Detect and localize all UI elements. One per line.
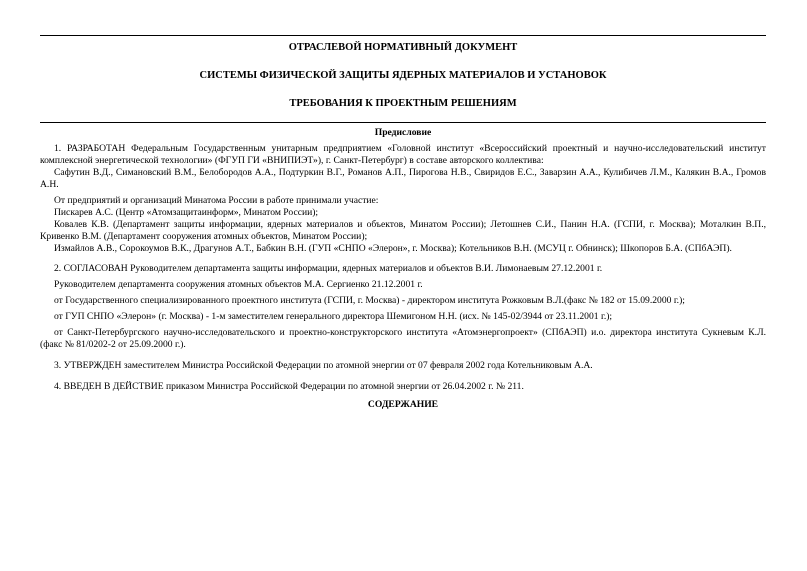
top-rule xyxy=(40,35,766,36)
preface-paragraph: Сафутин В.Д., Симановский В.М., Белобородов А.А., Подтуркин В.Г., Романов А.П., Пирогова Н.В., Свиридов Е.С., Заварзин А.А., Кулибичев Л.М., Калякин В.А., Громов А.Н. xyxy=(40,167,766,190)
preface-paragraph: Измайлов А.В., Сорокоумов В.К., Драгунов А.Т., Бабкин В.Н. (ГУП «СНПО «Элерон», г. Москва); Котельников В.Н. (МСУЦ г. Обнинск); Шкопоров Б.А. (СПбАЭП). xyxy=(54,243,732,254)
document-title: ОТРАСЛЕВОЙ НОРМАТИВНЫЙ ДОКУМЕНТ xyxy=(288,42,518,53)
preface-paragraph: 2. СОГЛАСОВАН Руководителем департамента защиты информации, ядерных материалов и объектов В.И. Лимонаевым 27.12.2001 г. xyxy=(54,263,603,274)
preface-paragraph: Руководителем департамента сооружения атомных объектов М.А. Сергиенко 21.12.2001 г. xyxy=(54,279,423,290)
preface-paragraph: от Санкт-Петербургского научно-исследовательского и проектно-конструкторского института «Атомэнергопроект» (СПбАЭП) и.о. директора института Сукневым К.Л. (факс № 81/0202-2 от 25.09.2000 г.). xyxy=(40,327,766,350)
preface-paragraph: Ковалев К.В. (Департамент защиты информации, ядерных материалов и объектов, Минатом России); Летошнев С.И., Панин Н.А. (ГСПИ, г. Москва); Моталкин В.П., Кривенко В.М. (Департамент сооружения атомных объектов, Минатом России); xyxy=(40,219,766,242)
preface-paragraph: 1. РАЗРАБОТАН Федеральным Государственным унитарным предприятием «Головной институт «Всероссийский проектный и научно-исследовательский институт комплексной энергетической технологии» (ФГУП ГИ «ВНИПИЭТ»), г. Санкт-Петербург) в составе авторского коллектива: xyxy=(40,143,766,166)
contents-title: СОДЕРЖАНИЕ xyxy=(367,399,439,410)
preface-paragraph: 3. УТВЕРЖДЕН заместителем Министра Российской Федерации по атомной энергии от 07 февраля 2002 года Котельниковым А.А. xyxy=(54,360,593,371)
preface-paragraph: Пискарев А.С. (Центр «Атомзащитаинформ», Минатом России); xyxy=(54,207,319,218)
preface-paragraph: от Государственного специализированного проектного института (ГСПИ, г. Москва) - директором института Рожковым В.Л.(факс № 182 от 15.09.2000 г.); xyxy=(54,295,685,306)
document-subtitle: СИСТЕМЫ ФИЗИЧЕСКОЙ ЗАЩИТЫ ЯДЕРНЫХ МАТЕРИАЛОВ И УСТАНОВОК xyxy=(199,70,607,81)
document-page xyxy=(40,0,766,411)
preface-paragraph: 4. ВВЕДЕН В ДЕЙСТВИЕ приказом Министра Российской Федерации по атомной энергии от 26.04.2002 г. № 211. xyxy=(54,381,524,392)
preface-paragraph: от ГУП СНПО «Элерон» (г. Москва) - 1-м заместителем генерального директора Шемигоном Н.Н. (исх. № 145-02/3944 от 23.11.2001 г.); xyxy=(54,311,613,322)
middle-rule xyxy=(40,122,766,123)
preface-title: Предисловие xyxy=(374,127,432,138)
document-heading: ТРЕБОВАНИЯ К ПРОЕКТНЫМ РЕШЕНИЯМ xyxy=(289,98,517,109)
preface-paragraph: От предприятий и организаций Минатома России в работе принимали участие: xyxy=(54,195,379,206)
